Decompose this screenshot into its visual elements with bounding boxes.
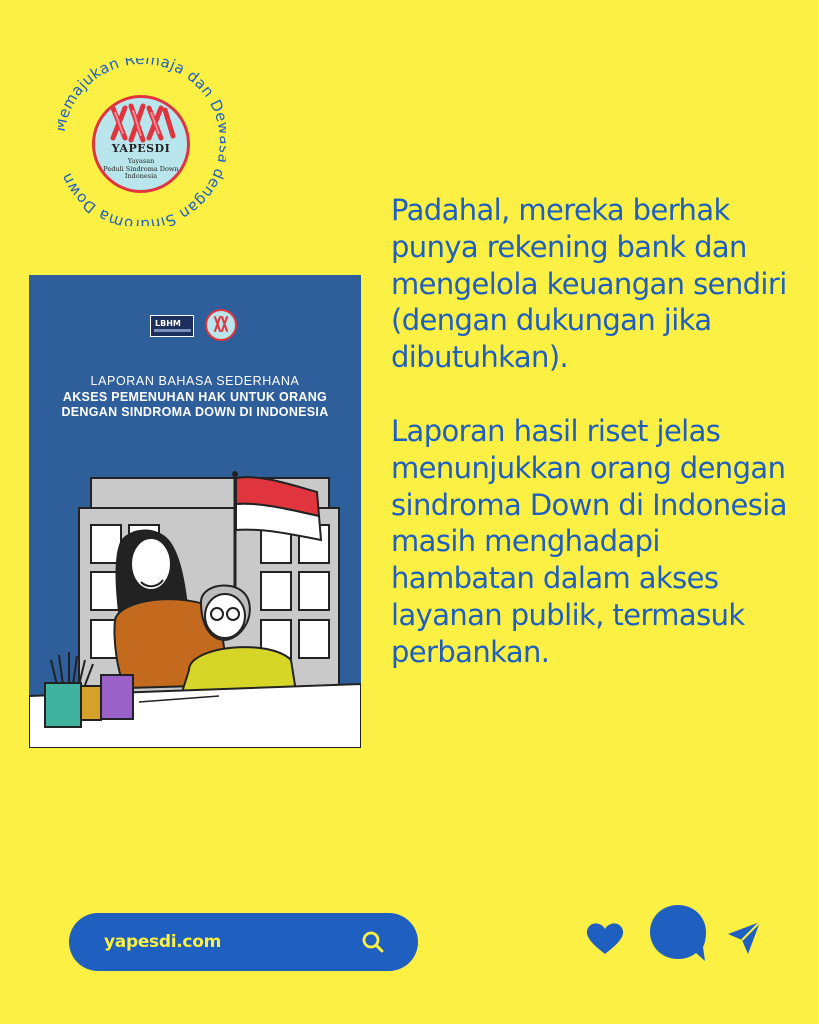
circle-tagline-text: majukan Remaja dan D engan Sindroma Down [58,58,226,226]
yapesdi-logo [92,95,190,193]
chromosome-logo-icon [95,100,187,146]
cover-title-line1: LAPORAN BAHASA SEDERHANA [90,374,300,388]
logo-subtitle-line2: Peduli Sindroma Down [103,164,179,173]
cover-illustration [29,470,361,748]
paragraph-research: Laporan hasil riset jelas menunjukkan orang dengan sindroma Down di Indonesia masih menghadapi hambatan dalam akses layanan publik, termasuk perbankan. [391,413,787,669]
logo-brand-name: YAPESDI [111,142,171,155]
lbhm-logo-text: LBHM [155,319,181,328]
cover-yapesdi-logo-icon [205,309,237,341]
cover-logos [29,309,361,343]
send-icon[interactable] [726,920,762,956]
logo-subtitle [101,158,181,181]
cover-title-main: AKSES PEMENUHAN HAK UNTUK ORANG DENGAN SINDROMA DOWN DI INDONESIA [61,390,329,419]
lbhm-logo [150,315,194,337]
chat-bubble-icon[interactable] [649,903,707,963]
report-cover [29,275,361,748]
body-text [391,192,811,671]
paragraph-rights: Padahal, mereka berhak punya rekening bank dan mengelola keuangan sendiri (dengan dukungan jika dibutuhkan). [391,193,787,375]
search-bar[interactable] [69,913,418,971]
heart-icon[interactable] [586,922,624,956]
search-bar-text: yapesdi.com [104,932,221,952]
search-icon[interactable] [361,930,385,954]
logo-subtitle-line1: Yayasan [127,157,155,165]
logo-subtitle-line3: Indonesia [124,172,158,180]
